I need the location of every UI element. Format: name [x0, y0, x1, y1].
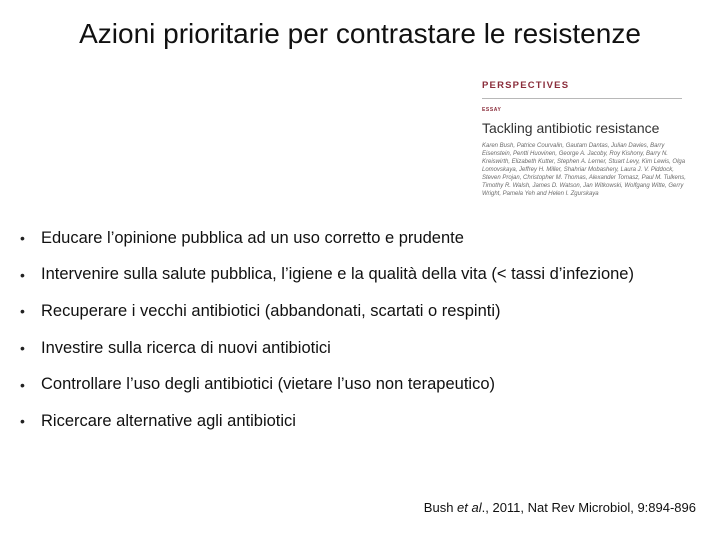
bullet-item [20, 220, 634, 257]
paper-authors: Karen Bush, Patrice Courvalin, Gautam Dantas, Julian Davies, Barry Eisenstein, Pentti Huovinen, George A. Jacoby, Roy Kishony, Barry N. Kreiswirth, Elizabeth Kutter, Stephen A. Lerner, Stuart Levy, Kim Lewis, Olga Lomovskaya, Jeffrey H. Miller, Shahriar Mobashery, Laura J. V. Piddock, Steven Projan, Christopher M. Thomas, Alexander Tomasz, Paul M. Tulkens, Timothy R. Walsh, James D. Watson, Jan Witkowski, Wolfgang Witte, Gerry Wright, Pamela Yeh and Helen I. Zgurskaya [482, 143, 686, 197]
bullet-text: Educare l’opinione pubblica ad un uso corretto e prudente [41, 228, 464, 247]
bullet-text: Controllare l’uso degli antibiotici (vietare l’uso non terapeutico) [41, 375, 495, 394]
bullet-item [20, 330, 634, 367]
bullet-item [20, 257, 634, 294]
bullet-text: Investire sulla ricerca di nuovi antibiotici [41, 338, 331, 357]
paper-kind-label: ESSAY [482, 107, 502, 113]
bullet-marker: • [20, 376, 25, 393]
paper-title: Tackling antibiotic resistance [482, 120, 660, 136]
paper-thumbnail [478, 76, 692, 206]
bullet-text: Recuperare i vecchi antibiotici (abbandonati, scartati o respinti) [41, 301, 501, 320]
citation [424, 500, 696, 515]
bullet-marker: • [20, 230, 25, 247]
bullet-item [20, 366, 634, 403]
bullet-marker: • [20, 340, 25, 357]
slide-title: Azioni prioritarie per contrastare le resistenze [79, 18, 641, 49]
citation-et-al: et al [457, 500, 482, 515]
citation-details: ., 2011, Nat Rev Microbiol, 9:894-896 [481, 500, 696, 515]
paper-divider [482, 98, 682, 99]
bullet-marker: • [20, 413, 25, 430]
bullet-text: Ricercare alternative agli antibiotici [41, 411, 296, 430]
bullet-marker: • [20, 266, 25, 283]
citation-author: Bush [423, 500, 458, 515]
bullet-item [20, 293, 634, 330]
paper-section-label: PERSPECTIVES [482, 80, 570, 91]
bullet-item [20, 403, 634, 440]
bullet-list [20, 220, 634, 440]
bullet-text: Intervenire sulla salute pubblica, l’igiene e la qualità della vita (< tassi d’infezione) [41, 265, 634, 284]
bullet-marker: • [20, 303, 25, 320]
